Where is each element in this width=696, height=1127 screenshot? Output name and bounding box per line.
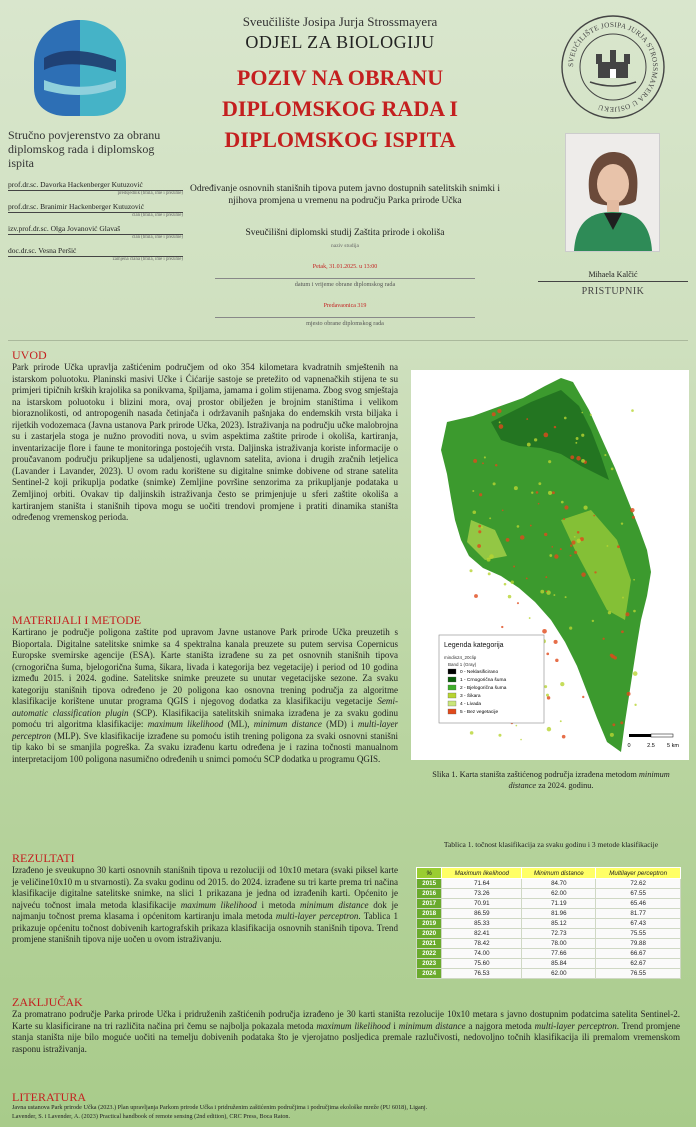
habitat-map xyxy=(411,370,689,760)
mat-em-mlp: multi-layer perceptron xyxy=(12,719,399,741)
map-patch xyxy=(561,501,564,504)
map-patch xyxy=(563,518,565,520)
map-patch xyxy=(610,733,614,737)
year-cell: 2018 xyxy=(417,909,442,919)
map-patch xyxy=(513,566,515,568)
accuracy-cell: 66.67 xyxy=(596,949,681,959)
scale-label-2: 5 km xyxy=(667,743,679,749)
university-logo xyxy=(30,18,130,118)
map-patch xyxy=(543,433,548,438)
table-row xyxy=(417,929,681,939)
table-row xyxy=(417,949,681,959)
student-photo xyxy=(565,133,660,252)
accuracy-cell: 76.55 xyxy=(596,969,681,979)
map-patch xyxy=(492,412,496,416)
zak-text-2: i xyxy=(390,1020,399,1031)
map-patch xyxy=(581,412,583,414)
accuracy-cell: 85.84 xyxy=(522,959,596,969)
legend-swatch xyxy=(448,677,456,682)
map-patch xyxy=(634,704,636,706)
accuracy-cell: 71.64 xyxy=(442,879,522,889)
map-patch xyxy=(544,685,547,688)
map-patch xyxy=(540,590,544,594)
accuracy-cell: 73.26 xyxy=(442,889,522,899)
accuracy-cell: 78.42 xyxy=(442,939,522,949)
map-patch xyxy=(593,515,595,517)
committee-member-role: član (titula, ime i prezime) xyxy=(131,235,183,240)
defense-room-label: mjesto obrane diplomskog rada xyxy=(215,317,475,327)
zak-text-4: . Trend promjene stanja staništa nije bilo moguće uočiti na temelju dobivenih podataka što je vjerojatno posljedica premale razlučivosti, nedovoljno točnih klasifikacija ili premalom vremenskom rasponu istraživanja. xyxy=(12,1020,681,1054)
rez-em-2: minimum distance xyxy=(299,899,369,910)
committee-member-name: prof.dr.sc. Branimir Hackenberger Kutuzović xyxy=(8,202,183,213)
table-header: Multilayer perceptron xyxy=(596,868,681,879)
year-cell: 2017 xyxy=(417,899,442,909)
map-patch xyxy=(548,460,551,463)
scale-label-1: 2.5 xyxy=(647,743,655,749)
seal-text: SVEUČILIŠTE JOSIPA JURJA STROSSMAYERA U OSIJEKU xyxy=(566,20,660,114)
zakljucak-text xyxy=(12,1009,680,1055)
map-patch xyxy=(602,638,604,640)
map-patch xyxy=(498,734,501,737)
legend-label: 2 - Bjelogorična šuma xyxy=(460,686,507,691)
map-patch xyxy=(633,610,636,613)
map-patch xyxy=(493,482,496,485)
mat-text-1: Kartirano je područje poligona zaštite pod upravom Javne ustanove Park prirode Učka preuzetih s Bioportala. Digitalne satelitske snimke sa 4 spektralna kanala preuzete su putem servisa Copernicus Europske svemirske agencije (ESA). Karte staništa izrađene su za pet osnovnih stanišnih tipova (crnogorična šuma, bjelogorična šuma, šikara, livada i kategorija bez vegetacije) i period od 10 godina između 2015. i 2024. godine. Satelitske snimke preuzete su unutar vegetacijske sezone. Za svaku kategoriju stanišnih tipova određeno je 20 poligona kao osnovna trening područja za algoritme klasifikacije korištene unutar programa QGIS i njegovog dodatka za klasifikaciju vegetacije xyxy=(12,627,398,707)
castle-icon xyxy=(590,50,636,86)
mat-text-4: (MD) i xyxy=(321,719,358,730)
accuracy-cell: 77.66 xyxy=(522,949,596,959)
map-patch xyxy=(560,548,562,550)
map-patch xyxy=(488,572,491,575)
map-patch xyxy=(474,594,478,598)
table-row xyxy=(417,909,681,919)
accuracy-cell: 85.12 xyxy=(522,919,596,929)
map-patch xyxy=(560,720,562,722)
map-patch xyxy=(633,579,635,581)
zak-em-2: minimum distance xyxy=(398,1020,466,1031)
map-patch xyxy=(469,569,472,572)
map-patch xyxy=(632,516,635,519)
accuracy-cell: 84.70 xyxy=(522,879,596,889)
study-program-label: naziv studija xyxy=(331,243,359,249)
section-rezultati xyxy=(12,851,398,946)
map-patch xyxy=(581,459,585,463)
committee-member xyxy=(8,224,183,240)
map-patch xyxy=(564,505,568,509)
map-patch xyxy=(621,630,624,633)
map-patch xyxy=(482,462,484,464)
accuracy-cell: 72.62 xyxy=(596,879,681,889)
accuracy-cell: 79.88 xyxy=(596,939,681,949)
accuracy-cell: 65.46 xyxy=(596,899,681,909)
committee-member-role: predsjednik (titula, ime i prezime) xyxy=(117,191,183,196)
legend-label: 5 - Bez vegetacije xyxy=(460,710,499,715)
literature-item: Lavender, S. i Lavender, A. (2023) Practical handbook of remote sensing (2nd edition), CRC Press, Boca Raton. xyxy=(12,1112,291,1120)
header-divider xyxy=(8,340,688,341)
map-patch xyxy=(479,493,482,496)
zakljucak-heading: ZAKLJUČAK xyxy=(12,995,83,1009)
map-patch xyxy=(534,438,537,441)
committee-member xyxy=(8,202,183,218)
map-patch xyxy=(617,545,620,548)
map-patch xyxy=(627,692,631,696)
mat-text-5: (MLP). Sve klasifikacije izrađene su pomoću istih trening poligona za svaki osnovni stanišni tip kako bi se smanjila pogreška. Za svaku izrađenu kartu određena je i razina točnosti manualnom interpretacijom 100 poligona nasumično određenih u snimci pomoću SCP dodatka u programu QGIS. xyxy=(12,730,398,765)
map-patch xyxy=(536,491,539,494)
legend-band: Band 1 (Gray) xyxy=(448,662,477,667)
study-program: Sveučilišni diplomski studij Zaštita prirode i okoliša xyxy=(245,228,445,238)
table-header: % xyxy=(417,868,442,879)
uvod-text: Park prirode Učka upravlja zaštićenim područjem od oko 354 kilometara kvadratnih smještenih na istarskom poluotoku. Planinski masivi Učke i Ćićarije sastoje se pretežito od vapnenačkih stijena te su primjeri tipičnih krških krajolika sa ponikvama, špiljama, jamama i golim stijenama. Zbog svog smještaja na istarskom poluotoku i blizini mora, ovaj prostor obilježen je brojnim staništima i velikom bioraznolikosti, od antropogenih nasada četinjača i održavanih pašnjaka do endemskih vrsta biljaka i rijetkih vodozemaca (Javna ustanova Park prirode Učka, 2023). Istraživanja na području učke malobrojna su i zastarjela stoga je nužno provoditi nova, u svim aspektima zaštite prirode i okoliša, kartiranja, inventarizacije flore i faune te monitoringa postojećih vrsta. Daljinska istraživanja koriste informacije o proučavanom području prikupljene sa udaljenosti, uglavnom satelita, aviona i drugih zračnih letjelica (Lavander i Lavander, 2023). U ovom radu korištene su digitalne snimke dobivene od strane satelita Sentinel-2 koji prikuplja podatke (snimke) Zemljine površine senzorima za prikupljanje podataka u Zemljinoj orbiti. Ovakav tip daljinskih istraživanja često se primjenjuje u sferi zaštite okoliša a kartiranjem staništa i stanišnih tipova mogu se uočiti trendovi promjene i pratiti dinamika staništa određenog vremenskog perioda. xyxy=(12,362,398,523)
map-patch xyxy=(577,539,581,543)
rez-text-2: i metoda xyxy=(256,899,300,910)
year-cell: 2021 xyxy=(417,939,442,949)
map-patch xyxy=(574,536,576,538)
map-patch xyxy=(514,486,518,490)
map-patch xyxy=(574,551,577,554)
map-patch xyxy=(520,739,522,741)
legend-label: 1 - Crnogorična šuma xyxy=(460,678,507,683)
map-patch xyxy=(470,731,474,735)
defense-date: Petak, 31.01.2025. u 13:00 xyxy=(312,264,378,270)
map-patch xyxy=(497,409,501,413)
map-patch xyxy=(565,596,567,598)
map-patch xyxy=(527,443,531,447)
map-patch xyxy=(577,531,580,534)
accuracy-cell: 86.59 xyxy=(442,909,522,919)
year-cell: 2022 xyxy=(417,949,442,959)
map-patch xyxy=(526,577,528,579)
map-patch xyxy=(571,541,575,545)
thesis-title: Određivanje osnovnih stanišnih tipova putem javno dostupnih satelitskih snimki i njihova promjena u vremenu na području Parka prirode Učka xyxy=(189,184,501,206)
map-patch xyxy=(484,456,486,458)
map-patch xyxy=(576,456,581,461)
map-patch xyxy=(520,535,524,539)
committee-member-name: izv.prof.dr.sc. Olga Jovanović Glavaš xyxy=(8,224,183,235)
map-patch xyxy=(478,525,481,528)
caption-text: Slika 1. Karta staništa zaštićenog područja izrađena metodom xyxy=(432,770,639,779)
map-patch xyxy=(633,671,638,676)
year-cell: 2016 xyxy=(417,889,442,899)
legend-label: 3 - Šikara xyxy=(460,694,481,699)
mat-em-scp: Semi-automatic classification plugin xyxy=(12,696,398,718)
legend-swatch xyxy=(448,693,456,698)
map-patch xyxy=(530,525,532,527)
map-patch xyxy=(582,696,584,698)
table-row xyxy=(417,959,681,969)
map-patch xyxy=(517,602,519,604)
map-patch xyxy=(489,517,491,519)
mat-em-md: minimum distance xyxy=(253,719,322,730)
map-patch xyxy=(562,735,566,739)
legend-label: 0 - Neklasificirano xyxy=(460,670,499,675)
map-patch xyxy=(547,696,550,699)
student-name: Mihaela Kalčić xyxy=(538,270,688,282)
map-patch xyxy=(552,491,555,494)
mat-em-ml: maximum likelihood xyxy=(147,719,224,730)
uvod-heading: UVOD xyxy=(12,348,47,362)
map-patch xyxy=(473,459,477,463)
section-literatura xyxy=(12,1090,680,1121)
map-patch xyxy=(545,576,547,578)
accuracy-cell: 71.19 xyxy=(522,899,596,909)
map-patch xyxy=(499,421,501,423)
legend-title: Legenda kategorija xyxy=(444,642,504,649)
accuracy-cell: 76.53 xyxy=(442,969,522,979)
committee-list xyxy=(8,180,183,268)
map-patch xyxy=(551,546,553,548)
defense-room: Predavaonica 319 xyxy=(323,303,367,309)
map-patch xyxy=(620,721,623,724)
map-patch xyxy=(547,727,551,731)
map-patch xyxy=(478,530,481,533)
year-cell: 2020 xyxy=(417,929,442,939)
committee-member-role: zamjena člana (titula, ime i prezime) xyxy=(112,257,183,262)
map-patch xyxy=(581,434,584,437)
accuracy-cell: 75.55 xyxy=(596,929,681,939)
map-patch xyxy=(546,694,549,697)
map-patch xyxy=(584,506,588,510)
map-patch xyxy=(549,554,552,557)
rezultati-heading: REZULTATI xyxy=(12,851,75,865)
university-seal xyxy=(560,14,666,120)
map-patch xyxy=(607,545,609,547)
map-patch xyxy=(526,418,528,420)
year-cell: 2024 xyxy=(417,969,442,979)
materijali-heading: MATERIJALI I METODE xyxy=(12,613,142,627)
map-patch xyxy=(554,426,556,428)
map-patch xyxy=(487,558,491,562)
scale-bar xyxy=(627,734,679,749)
committee-member xyxy=(8,180,183,196)
legend-label: 4 - Livada xyxy=(460,702,482,707)
invitation-title xyxy=(175,62,505,155)
accuracy-cell: 70.91 xyxy=(442,899,522,909)
zak-text-1: Za promatrano područje Parka prirode Učka i pridruženih zaštićenih područja izrađeno je 30 karti staništa rezolucije 10x10 metara s javno dostupnim podatcima satelita Sentinel-2. Karte su klasificirane na tri različita načina pri čemu se najbolja pokazala metoda xyxy=(12,1009,680,1031)
map-patch xyxy=(575,442,577,444)
year-cell: 2019 xyxy=(417,919,442,929)
zak-text-3: a najgora metoda xyxy=(465,1020,535,1031)
map-patch xyxy=(538,482,541,485)
title-line-2: DIPLOMSKOG RADA I xyxy=(222,96,458,121)
map-patch xyxy=(504,583,507,586)
table-row xyxy=(417,919,681,929)
map-patch xyxy=(560,682,564,686)
scale-label-0: 0 xyxy=(627,743,631,749)
title-line-1: POZIV NA OBRANU xyxy=(236,65,444,90)
accuracy-cell: 62.67 xyxy=(596,959,681,969)
legend-swatch xyxy=(448,701,456,706)
map-patch xyxy=(576,437,579,440)
accuracy-table xyxy=(416,867,681,979)
defense-date-label: datum i vrijeme obrane diplomskog rada xyxy=(215,278,475,288)
map-patch xyxy=(625,612,629,616)
legend-swatch xyxy=(448,669,456,674)
table-row xyxy=(417,889,681,899)
map-patch xyxy=(594,571,596,573)
map-patch xyxy=(590,414,592,416)
rez-text-4: . Tablica 1 prikazuje općenitu točnost dobivenih kartografskih prikaza klasifikacija osnovnih stanišnih tipova. Trend promjene stanišnih tipova nije uočen u ovom istraživanju. xyxy=(12,911,399,945)
table-row xyxy=(417,939,681,949)
map-patch xyxy=(612,723,615,726)
map-patch xyxy=(511,581,514,584)
map-patch xyxy=(581,572,586,577)
rez-em-3: multi-layer perceptron xyxy=(275,911,359,922)
map-patch xyxy=(631,409,634,412)
map-patch xyxy=(542,629,547,634)
map-patch xyxy=(622,597,624,599)
map-patch xyxy=(516,725,518,727)
accuracy-cell: 81.96 xyxy=(522,909,596,919)
map-patch xyxy=(481,526,483,528)
rezultati-text xyxy=(12,865,398,946)
committee-member-name: doc.dr.sc. Vesna Peršić xyxy=(8,246,183,257)
map-patch xyxy=(554,640,558,644)
map-patch xyxy=(517,525,520,528)
map-patch xyxy=(538,503,540,505)
map-patch xyxy=(529,617,531,619)
legend-swatch xyxy=(448,709,456,714)
map-patch xyxy=(502,509,504,511)
committee-panel-title: Stručno povjerenstvo za obranu diplomskog rada i diplomskog ispita xyxy=(8,128,161,170)
table-header: Maximum likelihood xyxy=(442,868,522,879)
rez-text-1: Izrađeno je sveukupno 30 karti osnovnih stanišnih tipova u rezoluciji od 10x10 metara (svaki piksel karte je veličine10x10 m u stvarnosti). Za svaku godinu od 2015. do 2024. izrađene su tri karte prema tri načina klasifikacije digitalne satelitske snimke, na slici 1 prikazana je jedna od izrađenih karti. Općenito je najveću točnost imala metoda klasifikacije xyxy=(12,865,398,910)
accuracy-cell: 78.00 xyxy=(522,939,596,949)
department-name: ODJEL ZA BIOLOGIJU xyxy=(245,32,435,52)
map-patch xyxy=(564,417,567,420)
accuracy-cell: 82.41 xyxy=(442,929,522,939)
accuracy-cell: 72.73 xyxy=(522,929,596,939)
legend-layer: mindis24_20clip xyxy=(444,655,477,660)
map-patch xyxy=(499,424,504,429)
map-patch xyxy=(608,611,611,614)
table-title: Tablica 1. točnost klasifikacija za svaku godinu i 3 metode klasifikacije xyxy=(443,840,659,849)
map-patch xyxy=(570,555,572,557)
rez-text-3: dok je najmanju točnost prema klasama i općenitom kartiranju imala metoda xyxy=(12,899,399,922)
accuracy-cell: 67.43 xyxy=(596,919,681,929)
table-row xyxy=(417,899,681,909)
mat-text-3: (ML), xyxy=(223,719,254,730)
map-patch xyxy=(506,538,510,542)
accuracy-cell: 81.77 xyxy=(596,909,681,919)
table-row xyxy=(417,879,681,889)
map-patch xyxy=(569,627,572,630)
map-patch xyxy=(604,454,606,456)
literatura-heading: LITERATURA xyxy=(12,1090,86,1104)
title-line-3: DIPLOMSKOG ISPITA xyxy=(224,127,456,152)
map-patch xyxy=(495,464,497,466)
map-patch xyxy=(553,594,555,596)
map-patch xyxy=(546,652,549,655)
table-header: Minimum distance xyxy=(522,868,596,879)
accuracy-cell: 67.55 xyxy=(596,889,681,899)
map-patch xyxy=(508,595,512,599)
map-patch xyxy=(630,508,634,512)
accuracy-cell: 74.00 xyxy=(442,949,522,959)
map-patch xyxy=(570,455,574,459)
map-patch xyxy=(621,522,623,524)
map-patch xyxy=(477,544,481,548)
map-patch xyxy=(472,490,474,492)
rez-em-1: maximum likelihood xyxy=(180,899,257,910)
year-cell: 2015 xyxy=(417,879,442,889)
section-zakljucak xyxy=(12,995,680,1055)
map-patch xyxy=(544,533,547,536)
literature-item: Javna ustanova Park prirode Učka (2023.) Plan upravljanja Parkom prirode Učka i pridruženim zaštićenim područjima i područjima ekološke mreže (PU 6018), Liganj. xyxy=(12,1104,428,1111)
year-cell: 2023 xyxy=(417,959,442,969)
committee-member-role: član (titula, ime i prezime) xyxy=(131,213,183,218)
map-patch xyxy=(555,659,558,662)
map-patch xyxy=(472,510,476,514)
mat-text-2: (SCP). Klasifikacija satelitskih snimaka izrađena je za svaku godinu pomoću tri algoritma klasifikacije: xyxy=(12,707,399,730)
accuracy-cell: 62.00 xyxy=(522,969,596,979)
map-patch xyxy=(548,491,552,495)
caption-em: minimum distance xyxy=(508,770,670,790)
map-patch xyxy=(501,626,503,628)
committee-member xyxy=(8,246,183,262)
map-patch xyxy=(570,544,573,547)
committee-member-name: prof.dr.sc. Davorka Hackenberger Kutuzović xyxy=(8,180,183,191)
map-patch xyxy=(611,655,615,659)
materijali-text xyxy=(12,627,398,766)
table-row xyxy=(417,969,681,979)
caption-text-end: za 2024. godinu. xyxy=(536,781,594,790)
accuracy-cell: 62.00 xyxy=(522,889,596,899)
legend-swatch xyxy=(448,685,456,690)
accuracy-cell: 75.60 xyxy=(442,959,522,969)
map-patch xyxy=(554,554,558,558)
map-patch xyxy=(592,620,594,622)
section-materijali xyxy=(12,613,398,766)
map-patch xyxy=(611,468,614,471)
map-caption xyxy=(420,769,682,791)
map-patch xyxy=(546,591,548,593)
university-name: Sveučilište Josipa Jurja Strossmayera xyxy=(242,14,438,29)
accuracy-cell: 85.33 xyxy=(442,919,522,929)
map-patch xyxy=(531,492,533,494)
zak-em-1: maximum likelihood xyxy=(316,1020,391,1031)
section-uvod xyxy=(12,348,398,524)
zak-em-3: multi-layer perceptron xyxy=(534,1020,617,1031)
student-label: PRISTUPNIK xyxy=(581,286,645,297)
